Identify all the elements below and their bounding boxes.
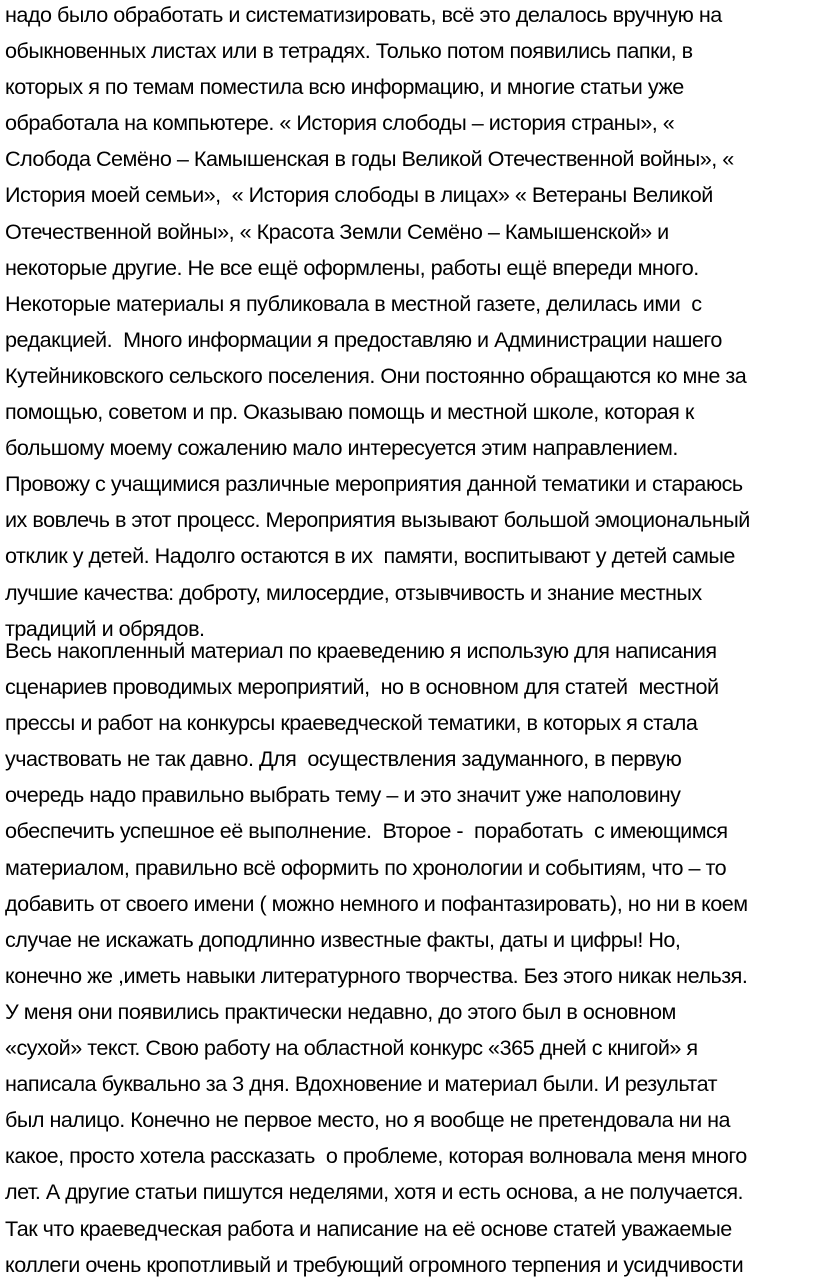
text-line: большому моему сожалению мало интересуется этим направлением. [5,435,678,461]
text-line: Кутейниковского сельского поселения. Они постоянно обращаются ко мне за [5,362,747,388]
text-line: обыкновенных листах или в тетрадях. Только потом появились папки, в [5,38,693,64]
text-line: случае не искажать доподлинно известные факты, даты и цифры! Но, [5,926,681,952]
text-line: участвовать не так давно. Для осуществления задуманного, в первую [5,746,682,772]
text-line: Провожу с учащимися различные мероприятия данной тематики и стараюсь [5,471,743,497]
text-line: помощью, советом и пр. Оказываю помощь и местной школе, которая к [5,399,694,425]
text-line: «сухой» текст. Свою работу на областной конкурс «365 дней с книгой» я [5,1035,698,1061]
text-line: традиций и обрядов. [5,615,205,641]
text-line: обработала на компьютере. « История слободы – история страны», « [5,110,675,136]
paragraph-1 [5,0,750,647]
text-line: которых я по темам поместила всю информацию, и многие статьи уже [5,74,684,100]
text-line: некоторые другие. Не все ещё оформлены, работы ещё впереди много. [5,254,699,280]
text-line: редакцией. Много информации я предоставляю и Администрации нашего [5,326,722,352]
text-line: лучшие качества: доброту, милосердие, отзывчивость и знание местных [5,579,702,605]
text-line: их вовлечь в этот процесс. Мероприятия вызывают большой эмоциональный [5,507,750,533]
text-line: надо было обработать и систематизировать, всё это делалось вручную на [5,2,722,27]
paragraph-2 [5,633,748,1283]
text-line: лет. А другие статьи пишутся неделями, хотя и есть основа, а не получается. [5,1179,744,1205]
text-line: Некоторые материалы я публиковала в местной газете, делилась ими с [5,290,702,316]
text-line: материалом, правильно всё оформить по хронологии и событиям, что – то [5,854,727,880]
text-line: был налицо. Конечно не первое место, но я вообще не претендовала ни на [5,1107,731,1133]
text-line: коллеги очень кропотливый и требующий огромного терпения и усидчивости [5,1251,744,1277]
text-line: конечно же ,иметь навыки литературного творчества. Без этого никак нельзя. [5,962,748,988]
text-line: очередь надо правильно выбрать тему – и это значит уже наполовину [5,782,681,808]
text-line: Весь накопленный материал по краеведению я использую для написания [5,638,717,663]
text-line: отклик у детей. Надолго остаются в их памяти, воспитывают у детей самые [5,543,735,569]
text-line: История моей семьи», « История слободы в лицах» « Ветераны Великой [5,182,713,208]
text-line: Так что краеведческая работа и написание на её основе статей уважаемые [5,1215,732,1241]
text-line: прессы и работ на конкурсы краеведческой тематики, в которых я стала [5,710,698,736]
text-line: обеспечить успешное её выполнение. Второе - поработать с имеющимся [5,818,728,844]
text-line: сценариев проводимых мероприятий, но в основном для статей местной [5,674,719,700]
text-line: какое, просто хотела рассказать о проблеме, которая волновала меня много [5,1143,747,1169]
text-line: Отечественной войны», « Красота Земли Семёно – Камышенской» и [5,218,669,244]
text-line: написала буквально за 3 дня. Вдохновение и материал были. И результат [5,1071,718,1097]
text-line: добавить от своего имени ( можно немного и пофантазировать), но ни в коем [5,890,748,916]
text-line: Слобода Семёно – Камышенская в годы Великой Отечественной войны», « [5,146,734,172]
text-line: У меня они появились практически недавно, до этого был в основном [5,998,676,1024]
